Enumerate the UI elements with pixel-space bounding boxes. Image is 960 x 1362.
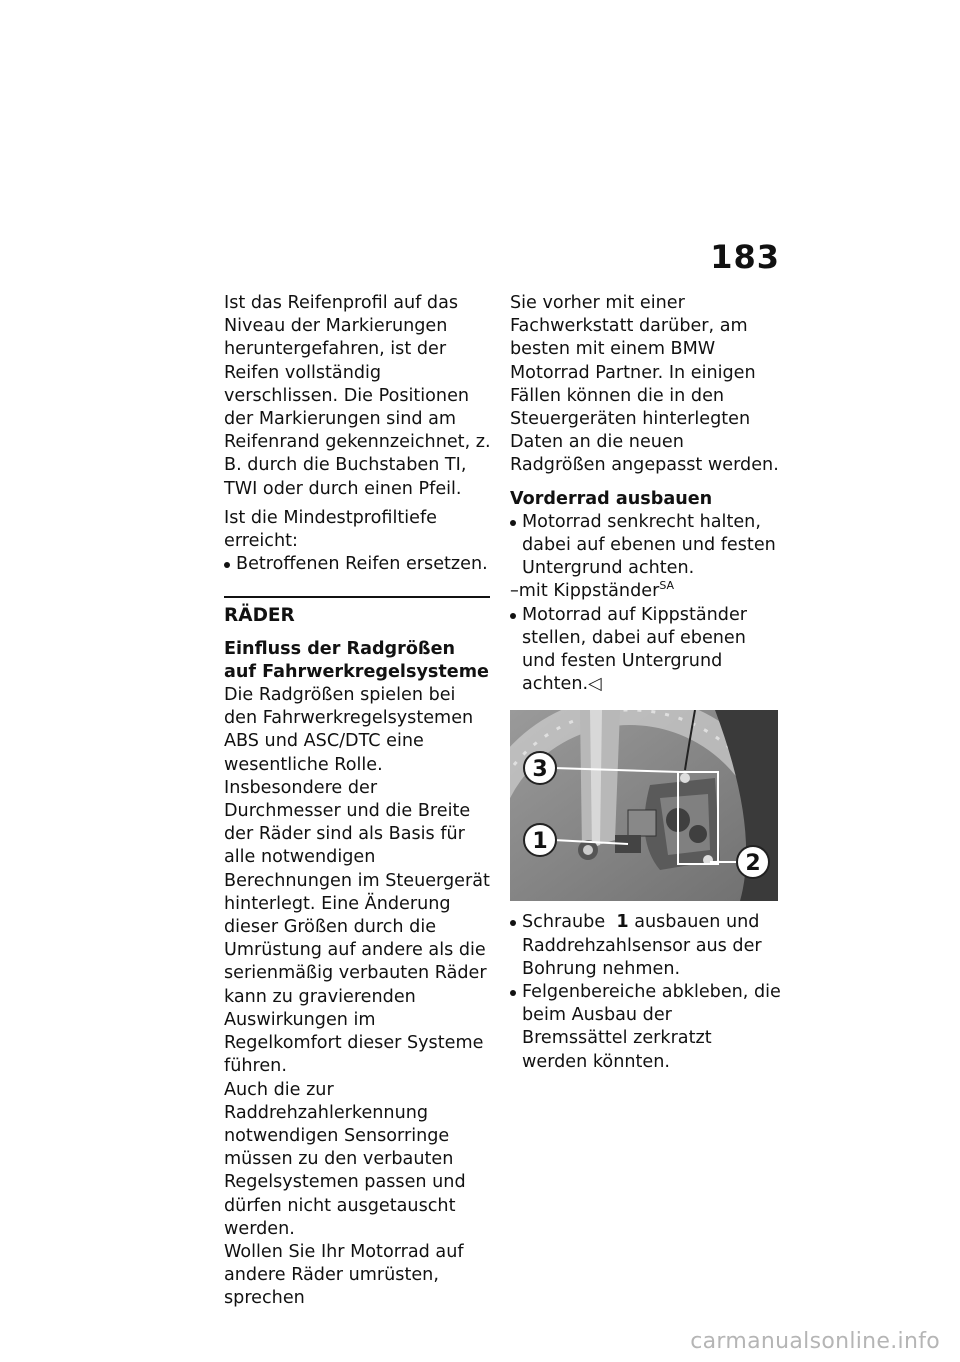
front-wheel-heading: Vorderrad ausbauen bbox=[510, 488, 713, 509]
list-item: Motorrad senkrecht halten, dabei auf ebenen und festen Untergrund achten. bbox=[510, 511, 782, 581]
list-item: Betroffenen Reifen ersetzen. bbox=[224, 553, 492, 576]
front-wheel-steps-2 bbox=[510, 604, 782, 697]
figure-label-1: 1 bbox=[532, 829, 548, 855]
front-wheel-steps-1 bbox=[510, 511, 782, 581]
figure-label-2: 2 bbox=[745, 851, 761, 877]
screw-number: 1 bbox=[616, 912, 629, 933]
tread-wear-paragraph: Ist das Reifenprofil auf das Niveau der Markierungen heruntergefahren, ist der Reifen vollständig verschlissen. Die Positionen der Markierungen sind am Reifenrand gekennzeichnet, z. B. durch die Buchstaben TI, TWI oder durch einen Pfeil. bbox=[224, 293, 491, 499]
front-wheel-steps-3 bbox=[510, 911, 782, 1073]
sensor-ring-paragraph: Auch die zur Raddrehzahlerkennung notwendigen Sensorringe müssen zu den verbauten Regelsystemen passen und dürfen nicht ausgetauscht werden. bbox=[224, 1079, 466, 1239]
list-item: Schraube 1 ausbauen und Raddrehzahlsensor aus der Bohrung nehmen. bbox=[510, 911, 782, 981]
subsection-title: Einfluss der Radgrößen auf Fahrwerkregelsysteme bbox=[224, 638, 489, 682]
end-mark: ◁ bbox=[588, 674, 602, 695]
page-number: 183 bbox=[710, 238, 780, 276]
option-line bbox=[510, 580, 782, 603]
figure-label-3: 3 bbox=[532, 757, 548, 783]
brake-caliper-figure bbox=[510, 710, 778, 901]
right-column bbox=[510, 292, 782, 1074]
list-item: Felgenbereiche abkleben, die beim Ausbau der Bremssättel zerkratzt werden könnten. bbox=[510, 981, 782, 1074]
wheel-size-paragraph: Die Radgrößen spielen bei den Fahrwerkregelsystemen ABS und ASC/DTC eine wesentliche Rolle. Insbesondere der Durchmesser und die Breite der Räder sind als Basis für alle notwendigen Berechnungen im Steuergerät hinterlegt. Eine Änderung dieser Größen durch die Umrüstung auf andere als die serienmäßig verbauten Räder kann zu gravierenden Auswirkungen im Regelkomfort dieser Systeme führen. bbox=[224, 685, 490, 1077]
watermark: carmanualsonline.info bbox=[690, 1329, 940, 1354]
section-title: RÄDER bbox=[224, 605, 295, 627]
left-column bbox=[224, 292, 492, 1311]
list-item: Motorrad auf Kippständer stellen, dabei auf ebenen und festen Untergrund achten.◁ bbox=[510, 604, 782, 697]
option-text: mit Kippständer bbox=[518, 581, 660, 602]
conversion-paragraph-end: Sie vorher mit einer Fachwerkstatt darüber, am besten mit einem BMW Motorrad Partner. In einigen Fällen können die in den Steuergeräten hinterlegten Daten an die neuen Radgrößen angepasst werden. bbox=[510, 293, 779, 476]
tyre-replace-list bbox=[224, 553, 492, 576]
option-superscript: SA bbox=[659, 579, 675, 593]
option-dash: – bbox=[510, 581, 519, 602]
conversion-paragraph-start: Wollen Sie Ihr Motorrad auf andere Räder umrüsten, sprechen bbox=[224, 1241, 464, 1309]
min-tread-paragraph: Ist die Mindestprofiltiefe erreicht: bbox=[224, 507, 437, 552]
section-divider bbox=[224, 596, 490, 598]
brake-caliper-photo bbox=[510, 710, 778, 901]
